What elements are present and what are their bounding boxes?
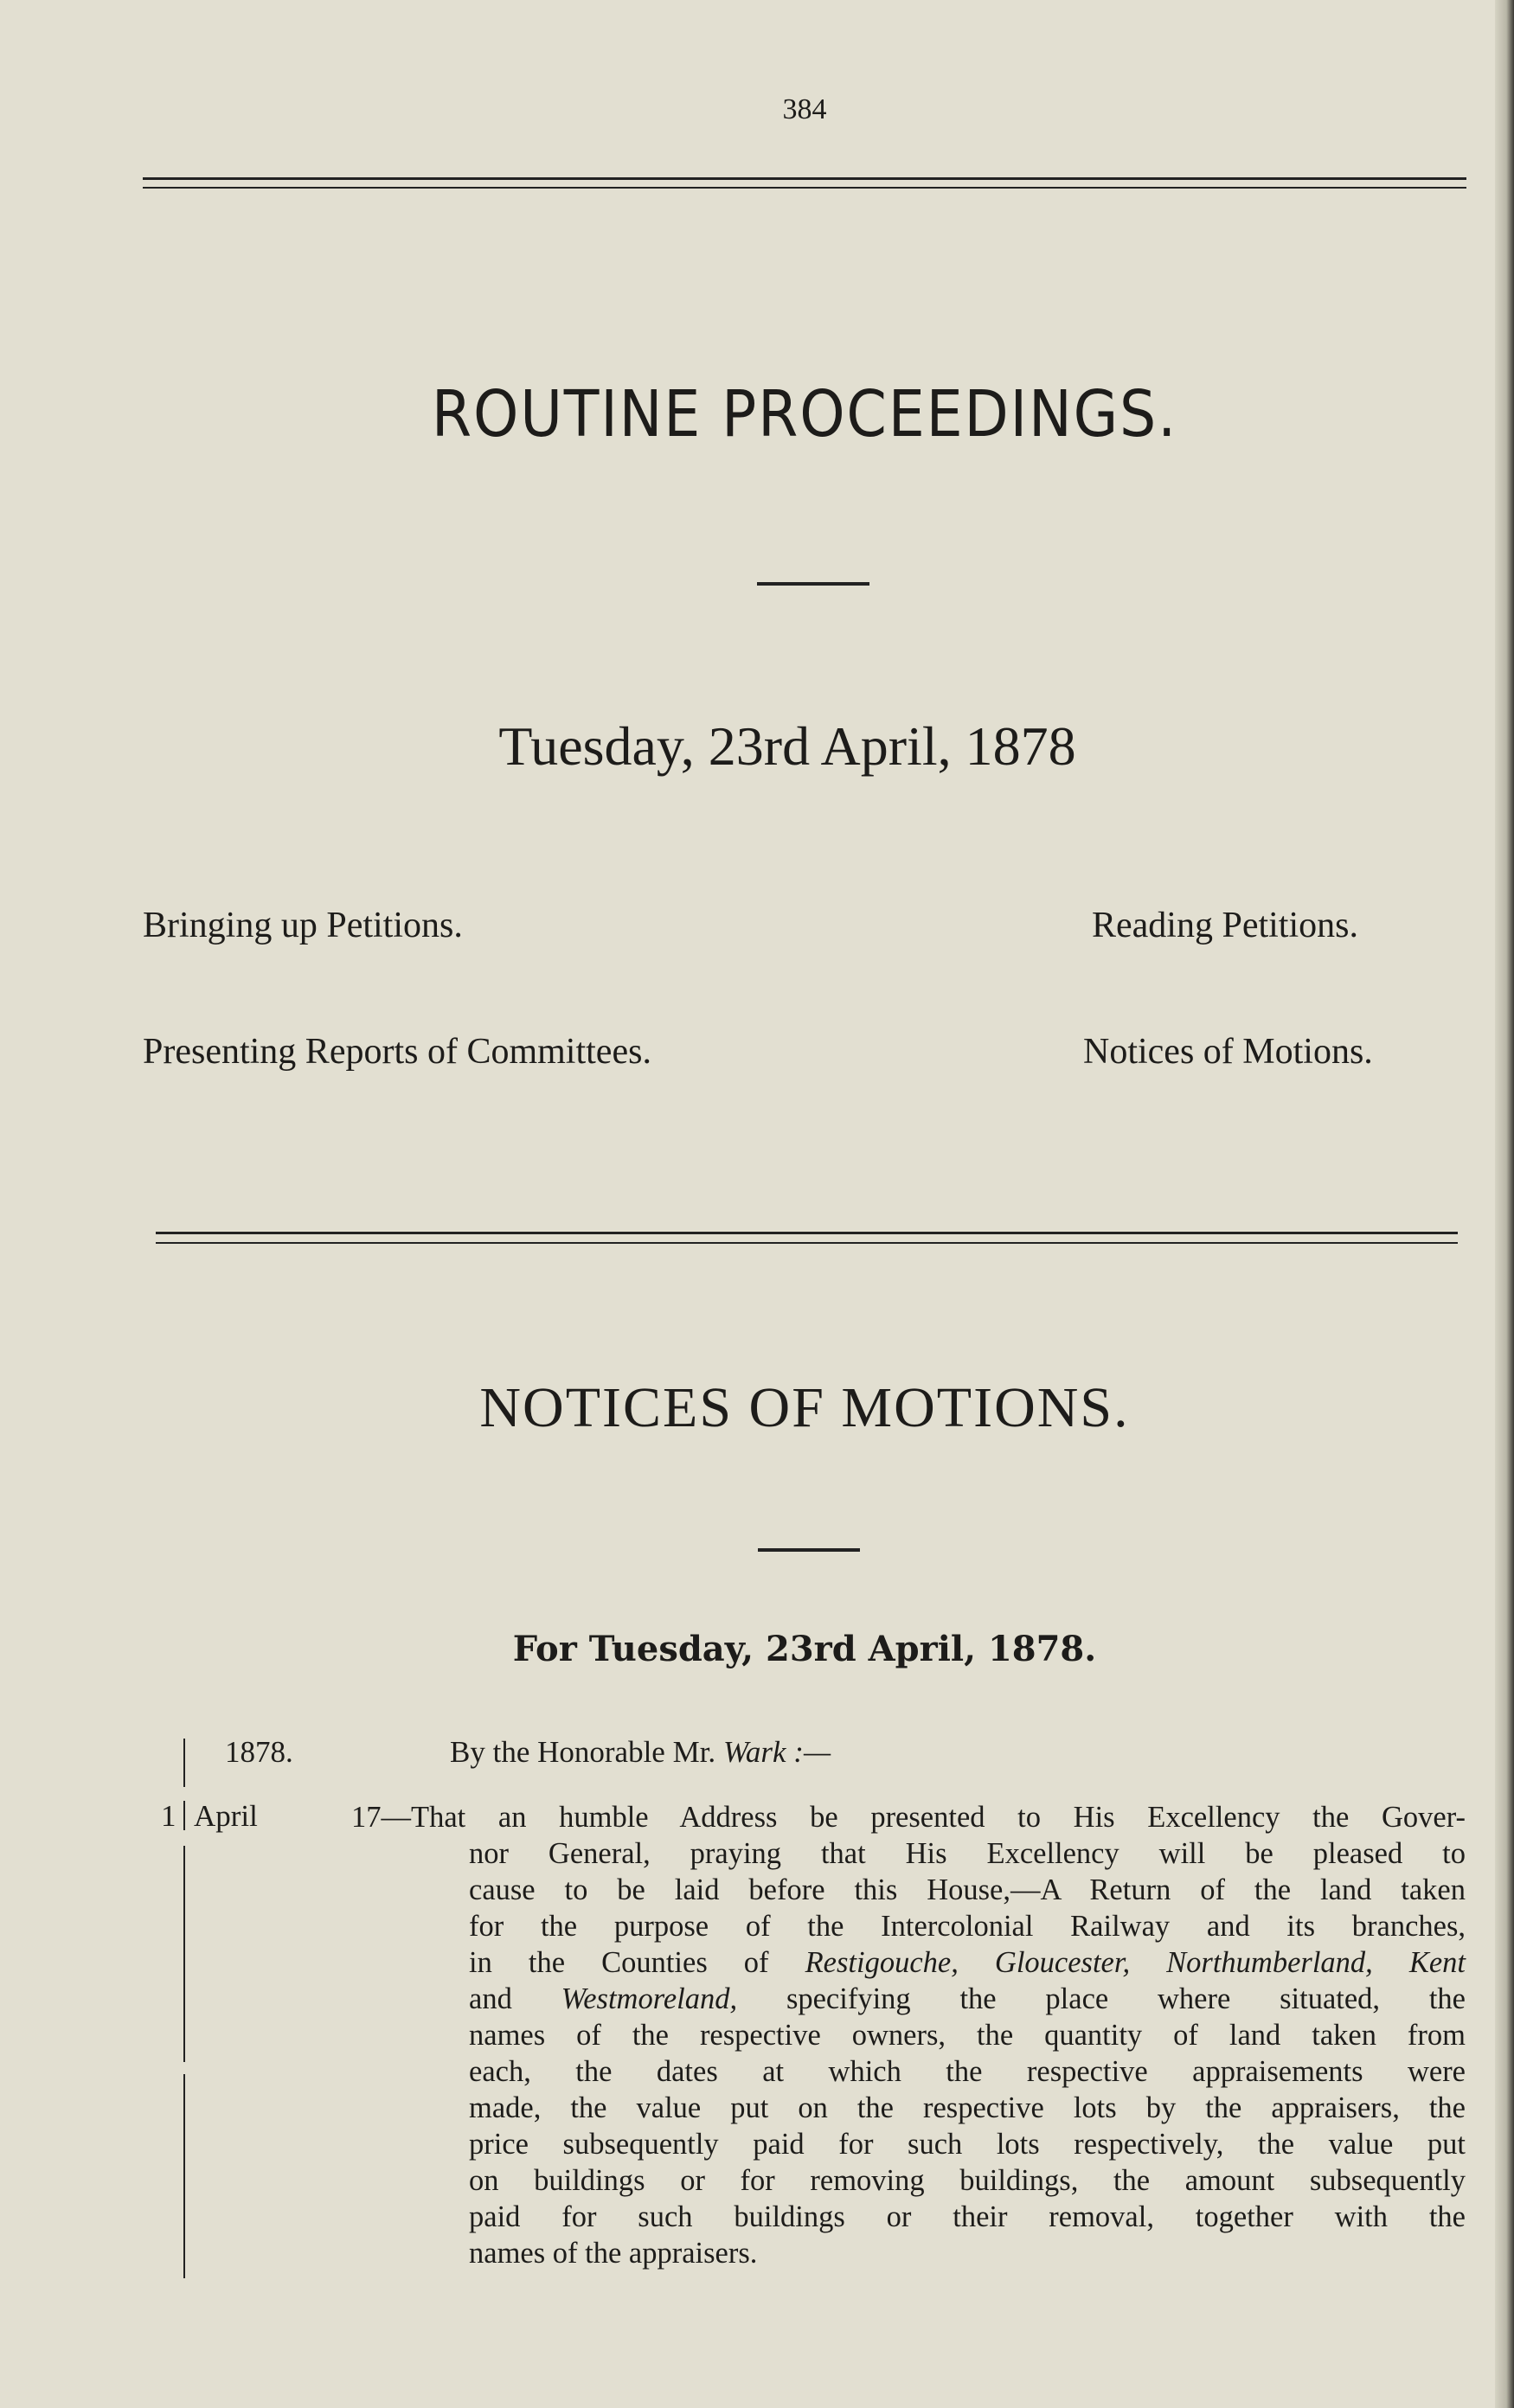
motion-text-line: That an humble Address be presented to His Excellency the Gover- — [411, 1801, 1466, 1834]
motion-line-11: on buildings or for removing buildings, the amount subsequently — [469, 2164, 1466, 2197]
top-rule-1 — [143, 177, 1466, 180]
motion-text — [351, 1799, 1466, 2271]
sitting-date: Tuesday, 23rd April, 1878 — [498, 715, 1076, 777]
motion-line-9: made, the value put on the respective lots by the appraisers, the — [469, 2091, 1466, 2124]
section-rule-2 — [156, 1242, 1458, 1244]
for-date-heading: For Tuesday, 23rd April, 1878. — [512, 1629, 1097, 1669]
motion-line-13: names of the appraisers. — [469, 2237, 758, 2270]
county-westmoreland: Westmoreland, — [561, 1982, 738, 2015]
motion-line-3: cause to be laid before this House,—A Return of the land taken — [469, 1873, 1466, 1906]
motion-line-10: price subsequently paid for such lots respectively, the value put — [469, 2128, 1466, 2161]
short-divider-1 — [757, 582, 869, 586]
entry-day: 1 — [161, 1799, 176, 1833]
county-kent: Kent — [1408, 1946, 1466, 1979]
item-notices-of-motions: Notices of Motions. — [1083, 1032, 1373, 1072]
page-number: 384 — [782, 93, 827, 125]
year-label: 1878. — [225, 1735, 293, 1769]
entry-month: April — [194, 1799, 258, 1833]
top-rule-2 — [143, 187, 1466, 189]
and-word: and — [469, 1982, 512, 2015]
motion-line-1 — [351, 1799, 1466, 1835]
motion-line-7: names of the respective owners, the quantity of land taken from — [469, 2019, 1466, 2052]
short-divider-2 — [758, 1548, 860, 1552]
routine-proceedings-heading: ROUTINE PROCEEDINGS. — [431, 377, 1178, 452]
margin-bar-4 — [183, 2074, 185, 2278]
item-bringing-petitions: Bringing up Petitions. — [143, 906, 463, 945]
mover-name: Wark :— — [722, 1735, 831, 1769]
motion-line-12: paid for such buildings or their removal, together with the — [469, 2200, 1466, 2233]
county-gloucester: Gloucester, — [994, 1946, 1131, 1979]
motion-number: 17— — [351, 1801, 411, 1834]
margin-bar-2 — [183, 1801, 185, 1830]
motion-text-line: specifying the place where situated, the — [786, 1982, 1466, 2015]
item-presenting-reports: Presenting Reports of Committees. — [143, 1032, 651, 1072]
motion-line-4: for the purpose of the Intercolonial Railway and its branches, — [469, 1910, 1466, 1943]
motion-line-6 — [351, 1981, 1466, 2017]
item-reading-petitions: Reading Petitions. — [1092, 906, 1358, 945]
margin-bar-1 — [183, 1739, 185, 1787]
motion-line-5 — [351, 1944, 1466, 1981]
margin-bar-3 — [183, 1846, 185, 2062]
motion-line-2: nor General, praying that His Excellency will be pleased to — [469, 1837, 1466, 1870]
counties-intro: in the Counties of — [469, 1946, 769, 1979]
book-spine-shadow — [1495, 0, 1514, 2408]
section-rule-1 — [156, 1232, 1458, 1234]
mover-line — [450, 1735, 831, 1770]
notices-of-motions-heading: NOTICES OF MOTIONS. — [479, 1376, 1130, 1439]
county-restigouche: Restigouche, — [805, 1946, 959, 1979]
mover-prefix: By the Honorable Mr. — [450, 1735, 716, 1769]
county-northumberland: Northumberland, — [1166, 1946, 1373, 1979]
motion-line-8: each, the dates at which the respective appraisements were — [469, 2055, 1466, 2088]
